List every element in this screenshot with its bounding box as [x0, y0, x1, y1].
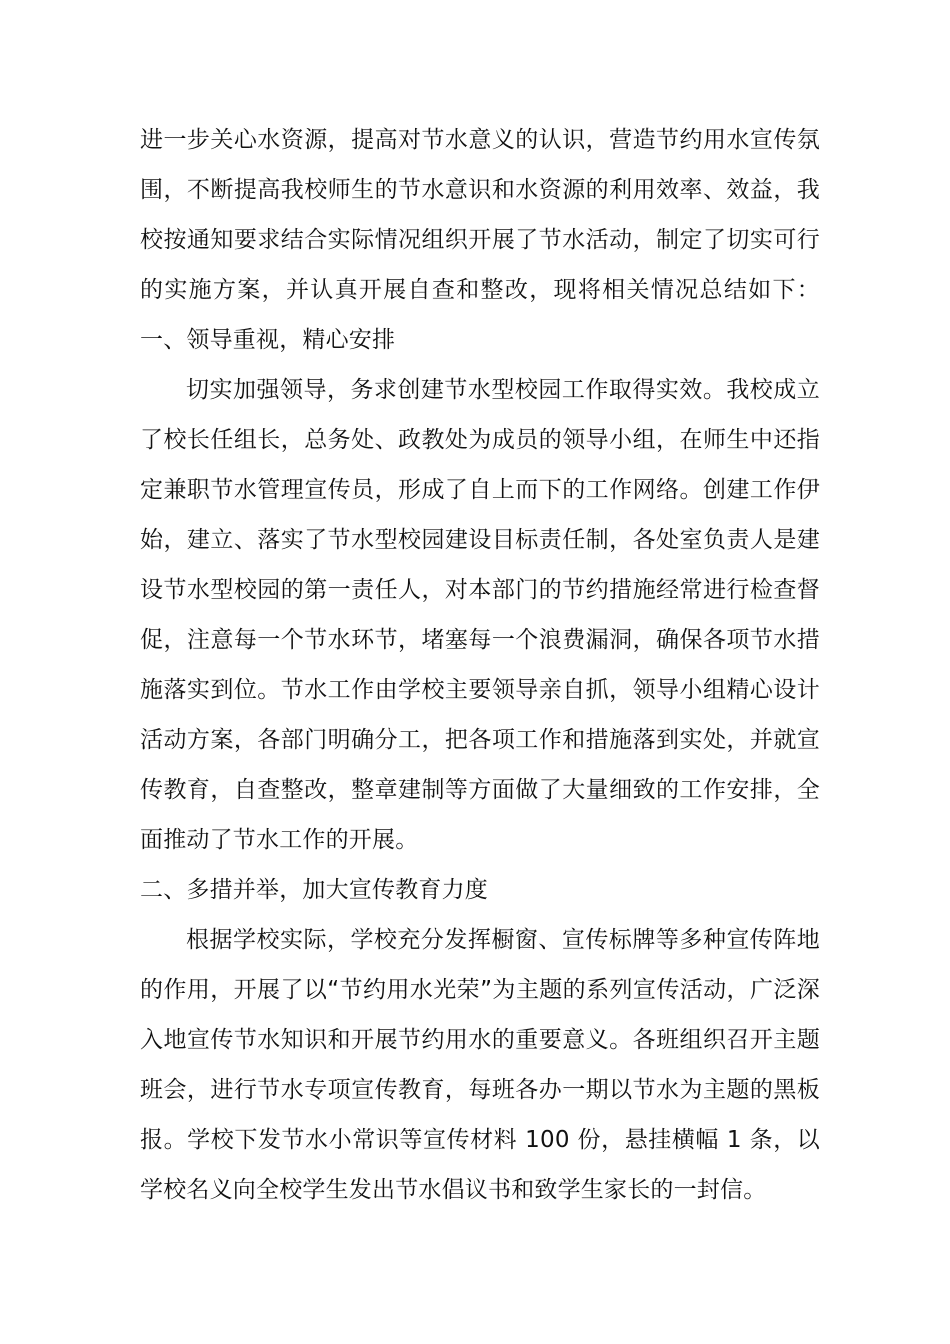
- paragraph-leadership: 切实加强领导，务求创建节水型校园工作取得实效。我校成立了校长任组长，总务处、政教处为成员的领导小组，在师生中还指定兼职节水管理宣传员，形成了自上而下的工作网络。创建工作伊始，建立、落实了节水型校园建设目标责任制，各处室负责人是建设节水型校园的第一责任人，对本部门的节约措施经常进行检查督促，注意每一个节水环节，堵塞每一个浪费漏洞，确保各项节水措施落实到位。节水工作由学校主要领导亲自抓，领导小组精心设计活动方案，各部门明确分工，把各项工作和措施落到实处，并就宣传教育，自查整改，整章建制等方面做了大量细致的工作安排，全面推动了节水工作的开展。: [140, 377, 820, 853]
- paragraph-publicity: 根据学校实际，学校充分发挥橱窗、宣传标牌等多种宣传阵地的作用，开展了以“节约用水光荣”为主题的系列宣传活动，广泛深入地宣传节水知识和开展节约用水的重要意义。各班组织召开主题班会，进行节水专项宣传教育，每班各办一期以节水为主题的黑板报。学校下发节水小常识等宣传材料 100 份，悬挂横幅 1 条，以学校名义向全校学生发出节水倡议书和致学生家长的一封信。: [140, 927, 820, 1203]
- document-body: [140, 115, 820, 1215]
- paragraph-intro: 进一步关心水资源，提高对节水意义的认识，营造节约用水宣传氛围，不断提高我校师生的节水意识和水资源的利用效率、效益，我校按通知要求结合实际情况组织开展了节水活动，制定了切实可行的实施方案，并认真开展自查和整改，现将相关情况总结如下：一、领导重视，精心安排: [140, 127, 820, 353]
- section-heading-publicity: 二、多措并举，加大宣传教育力度: [140, 877, 488, 903]
